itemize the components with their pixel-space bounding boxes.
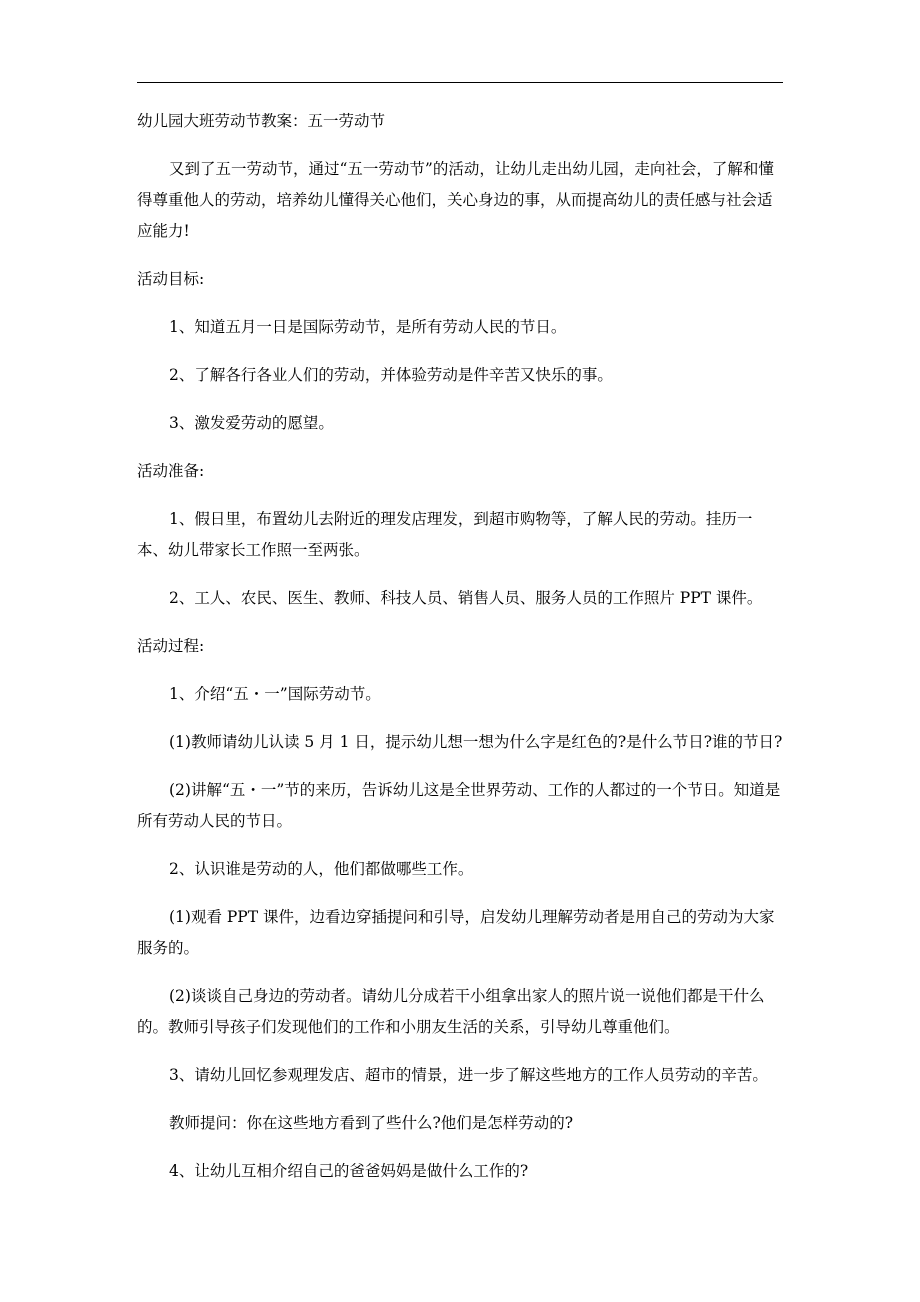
- process-item: (1)观看 PPT 课件，边看边穿插提问和引导，启发幼儿理解劳动者是用自己的劳动为大家服务的。: [137, 908, 775, 957]
- preparation-heading: 活动准备:: [137, 462, 205, 480]
- document-title: 幼儿园大班劳动节教案：五一劳动节: [137, 112, 386, 130]
- process-item: 教师提问：你在这些地方看到了些什么?他们是怎样劳动的?: [169, 1114, 574, 1132]
- document-body: [137, 106, 783, 1204]
- header-rule: [137, 82, 783, 83]
- goal-item: 2、了解各行各业人们的劳动，并体验劳动是件辛苦又快乐的事。: [169, 366, 613, 384]
- intro-paragraph: 又到了五一劳动节，通过“五一劳动节”的活动，让幼儿走出幼儿园，走向社会，了解和懂得尊重他人的劳动，培养幼儿懂得关心他们，关心身边的事，从而提高幼儿的责任感与社会适应能力!: [137, 160, 774, 240]
- process-item: 4、让幼儿互相介绍自己的爸爸妈妈是做什么工作的?: [169, 1162, 529, 1180]
- process-heading: 活动过程:: [137, 637, 205, 655]
- process-item: (2)讲解“五・一”节的来历，告诉幼儿这是全世界劳动、工作的人都过的一个节日。知道是所有劳动人民的节日。: [137, 781, 781, 830]
- preparation-item: 1、假日里，布置幼儿去附近的理发店理发，到超市购物等，了解人民的劳动。挂历一本、幼儿带家长工作照一至两张。: [137, 510, 753, 559]
- goal-item: 3、激发爱劳动的愿望。: [169, 414, 334, 432]
- goal-item: 1、知道五月一日是国际劳动节，是所有劳动人民的节日。: [169, 318, 567, 336]
- process-item: 1、介绍“五・一”国际劳动节。: [169, 685, 381, 703]
- process-item: (2)谈谈自己身边的劳动者。请幼儿分成若干小组拿出家人的照片说一说他们都是干什么的。教师引导孩子们发现他们的工作和小朋友生活的关系，引导幼儿尊重他们。: [137, 987, 765, 1036]
- process-item: (1)教师请幼儿认读 5 月 1 日，提示幼儿想一想为什么字是红色的?是什么节日?谁的节日?: [169, 733, 783, 751]
- process-item: 3、请幼儿回忆参观理发店、超市的情景，进一步了解这些地方的工作人员劳动的辛苦。: [169, 1066, 768, 1084]
- process-item: 2、认识谁是劳动的人，他们都做哪些工作。: [169, 860, 474, 878]
- preparation-item: 2、工人、农民、医生、教师、科技人员、销售人员、服务人员的工作照片 PPT 课件。: [169, 589, 763, 607]
- goals-heading: 活动目标:: [137, 270, 205, 288]
